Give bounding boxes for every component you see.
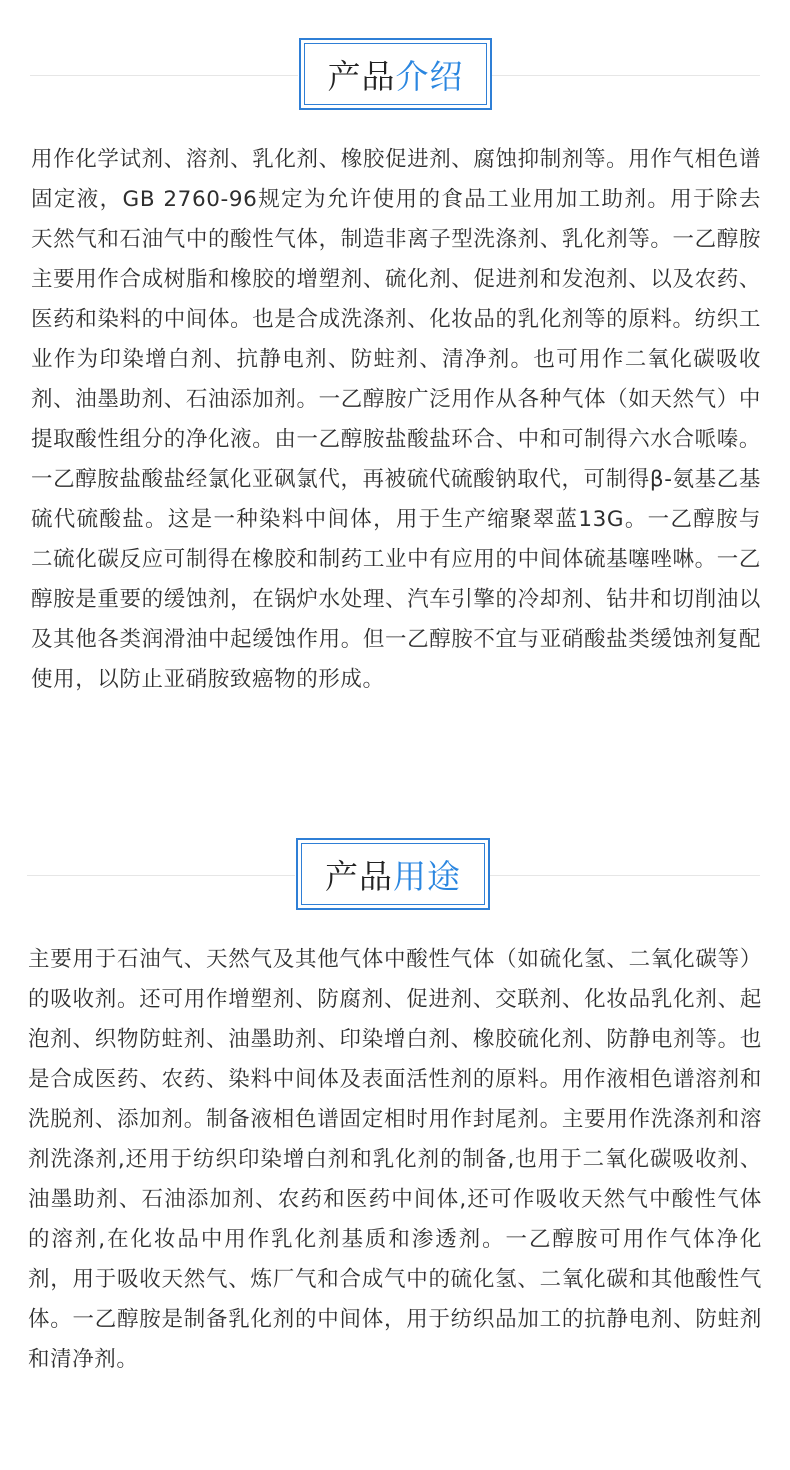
section-title-prefix: 产品 [327,56,396,96]
divider-left [30,75,298,76]
divider-right [492,75,760,76]
section-title-row [0,38,790,110]
section-title-frame [299,38,492,110]
divider-right [490,875,760,876]
section-title-row [0,838,790,910]
introduction-paragraph: 用作化学试剂、溶剂、乳化剂、橡胶促进剂、腐蚀抑制剂等。用作气相色谱固定液，GB 2760-96规定为允许使用的食品工业用加工助剂。用于除去天然气和石油气中的酸性气体，制造非离子型洗涤剂、乳化剂等。一乙醇胺主要用作合成树脂和橡胶的增塑剂、硫化剂、促进剂和发泡剂、以及农药、医药和染料的中间体。也是合成洗涤剂、化妆品的乳化剂等的原料。纺织工业作为印染增白剂、抗静电剂、防蛀剂、清净剂。也可用作二氧化碳吸收剂、油墨助剂、石油添加剂。一乙醇胺广泛用作从各种气体（如天然气）中提取酸性组分的净化液。由一乙醇胺盐酸盐环合、中和可制得六水合哌嗪。一乙醇胺盐酸盐经氯化亚砜氯代，再被硫代硫酸钠取代，可制得β-氨基乙基硫代硫酸盐。这是一种染料中间体，用于生产缩聚翠蓝13G。一乙醇胺与二硫化碳反应可制得在橡胶和制药工业中有应用的中间体硫基噻唑啉。一乙醇胺是重要的缓蚀剂，在锅炉水处理、汽车引擎的冷却剂、钻井和切削油以及其他各类润滑油中起缓蚀作用。但一乙醇胺不宜与亚硝酸盐类缓蚀剂复配使用，以防止亚硝胺致癌物的形成。 [31,147,761,692]
section-title-frame [296,838,490,910]
section-title [304,43,487,105]
section-title-prefix: 产品 [325,856,393,896]
section-title [301,843,485,905]
section-title-highlight: 介绍 [395,56,464,96]
divider-left [27,875,295,876]
product-usage-section [0,800,790,1470]
usage-paragraph: 主要用于石油气、天然气及其他气体中酸性气体（如硫化氢、二氧化碳等）的吸收剂。还可用作增塑剂、防腐剂、促进剂、交联剂、化妆品乳化剂、起泡剂、织物防蛀剂、油墨助剂、印染增白剂、橡胶硫化剂、防静电剂等。也是合成医药、农药、染料中间体及表面活性剂的原料。用作液相色谱溶剂和洗脱剂、添加剂。制备液相色谱固定相时用作封尾剂。主要用作洗涤剂和溶剂洗涤剂,还用于纺织印染增白剂和乳化剂的制备,也用于二氧化碳吸收剂、油墨助剂、石油添加剂、农药和医药中间体,还可作吸收天然气中酸性气体的溶剂,在化妆品中用作乳化剂基质和渗透剂。一乙醇胺可用作气体净化剂，用于吸收天然气、炼厂气和合成气中的硫化氢、二氧化碳和其他酸性气体。一乙醇胺是制备乳化剂的中间体，用于纺织品加工的抗静电剂、防蛀剂和清净剂。 [28,947,762,1372]
section-title-highlight: 用途 [393,856,461,896]
